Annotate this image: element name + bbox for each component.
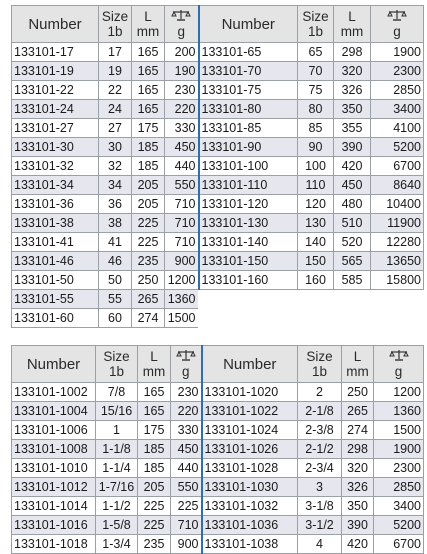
cell-length: 165 [132,43,165,62]
cell-length: 265 [132,290,165,309]
cell-length: 274 [342,421,374,440]
cell-weight: 200 [165,43,199,62]
cell-length: 175 [132,119,165,138]
header-number: Number [199,6,298,43]
cell-weight: 15800 [371,271,424,290]
empty-cell [334,309,371,328]
cell-number: 133101-1016 [12,516,96,535]
cell-length: 225 [132,233,165,252]
cell-length: 165 [138,402,171,421]
table-row [12,290,424,309]
header-size: Size 1b [99,6,132,43]
cell-weight: 900 [165,252,199,271]
cell-length: 265 [342,402,374,421]
cell-number: 133101-1014 [12,497,96,516]
cell-number: 133101-1028 [202,459,298,478]
table-row [12,478,424,497]
cell-size: 2-1/8 [298,402,342,421]
cell-weight: 1500 [374,421,424,440]
cell-size: 100 [298,157,334,176]
cell-number: 133101-85 [199,119,298,138]
cell-weight: 2300 [371,62,424,81]
table-row [12,157,424,176]
cell-weight: 225 [171,497,202,516]
cell-number: 133101-34 [12,176,99,195]
cell-number: 133101-80 [199,100,298,119]
cell-length: 185 [132,138,165,157]
cell-number: 133101-32 [12,157,99,176]
cell-number: 133101-1002 [12,383,96,402]
cell-length: 298 [334,43,371,62]
cell-number: 133101-46 [12,252,99,271]
cell-weight: 450 [165,138,199,157]
cell-weight: 1200 [165,271,199,290]
cell-number: 133101-17 [12,43,99,62]
cell-weight: 6700 [371,157,424,176]
cell-number: 133101-110 [199,176,298,195]
cell-number: 133101-90 [199,138,298,157]
cell-number: 133101-1004 [12,402,96,421]
cell-number: 133101-24 [12,100,99,119]
cell-size: 1-1/4 [96,459,138,478]
cell-weight: 3400 [371,100,424,119]
empty-cell [298,290,334,309]
cell-weight: 450 [171,440,202,459]
cell-number: 133101-1036 [202,516,298,535]
cell-number: 133101-55 [12,290,99,309]
cell-size: 60 [99,309,132,328]
cell-size: 15/16 [96,402,138,421]
cell-size: 36 [99,195,132,214]
cell-weight: 900 [171,535,202,554]
cell-size: 32 [99,157,132,176]
cell-length: 165 [132,62,165,81]
empty-cell [199,290,298,309]
cell-weight: 1200 [374,383,424,402]
cell-size: 1 [96,421,138,440]
cell-number: 133101-50 [12,271,99,290]
cell-weight: 1360 [374,402,424,421]
cell-weight: 220 [165,100,199,119]
header-number: Number [12,6,99,43]
empty-cell [371,290,424,309]
spec-table-1 [11,5,424,328]
cell-size: 90 [298,138,334,157]
cell-size: 4 [298,535,342,554]
cell-size: 80 [298,100,334,119]
header-size: Size 1b [96,346,138,383]
cell-number: 133101-1022 [202,402,298,421]
table-row [12,516,424,535]
cell-number: 133101-30 [12,138,99,157]
cell-size: 130 [298,214,334,233]
cell-weight: 1500 [165,309,199,328]
cell-size: 7/8 [96,383,138,402]
table-row [12,440,424,459]
cell-size: 41 [99,233,132,252]
cell-number: 133101-75 [199,81,298,100]
cell-weight: 710 [165,214,199,233]
cell-length: 355 [334,119,371,138]
cell-number: 133101-130 [199,214,298,233]
cell-size: 110 [298,176,334,195]
cell-number: 133101-38 [12,214,99,233]
cell-number: 133101-70 [199,62,298,81]
balance-scale-icon [176,349,196,364]
cell-size: 50 [99,271,132,290]
cell-number: 133101-1020 [202,383,298,402]
cell-weight: 330 [165,119,199,138]
cell-length: 250 [132,271,165,290]
cell-length: 320 [334,62,371,81]
header-length: L mm [132,6,165,43]
cell-size: 3-1/8 [298,497,342,516]
cell-weight: 5200 [374,516,424,535]
table-row [12,459,424,478]
cell-size: 75 [298,81,334,100]
cell-number: 133101-1010 [12,459,96,478]
cell-length: 450 [334,176,371,195]
cell-number: 133101-120 [199,195,298,214]
cell-length: 225 [138,516,171,535]
cell-size: 30 [99,138,132,157]
header-size: Size 1b [298,6,334,43]
cell-number: 133101-1038 [202,535,298,554]
cell-length: 165 [132,81,165,100]
empty-cell [334,290,371,309]
cell-size: 70 [298,62,334,81]
cell-number: 133101-1018 [12,535,96,554]
cell-weight: 5200 [371,138,424,157]
cell-length: 235 [132,252,165,271]
empty-cell [199,309,298,328]
cell-number: 133101-1032 [202,497,298,516]
cell-size: 150 [298,252,334,271]
cell-length: 420 [342,535,374,554]
cell-number: 133101-1026 [202,440,298,459]
cell-number: 133101-100 [199,157,298,176]
cell-length: 165 [132,100,165,119]
cell-weight: 440 [171,459,202,478]
cell-size: 120 [298,195,334,214]
cell-size: 1-3/4 [96,535,138,554]
cell-size: 24 [99,100,132,119]
cell-number: 133101-1008 [12,440,96,459]
cell-size: 65 [298,43,334,62]
cell-length: 390 [334,138,371,157]
table-row [12,233,424,252]
cell-length: 585 [334,271,371,290]
cell-number: 133101-150 [199,252,298,271]
header-weight: g [374,346,424,383]
table-row [12,271,424,290]
table-row [12,119,424,138]
cell-length: 225 [138,497,171,516]
cell-number: 133101-160 [199,271,298,290]
table-row [12,81,424,100]
cell-weight: 8640 [371,176,424,195]
cell-length: 225 [132,214,165,233]
cell-weight: 2850 [371,81,424,100]
empty-cell [371,309,424,328]
cell-length: 510 [334,214,371,233]
cell-length: 326 [334,81,371,100]
table-row [12,421,424,440]
cell-weight: 710 [165,195,199,214]
cell-size: 19 [99,62,132,81]
cell-weight: 230 [171,383,202,402]
table-row [12,252,424,271]
cell-length: 480 [334,195,371,214]
header-length: L mm [334,6,371,43]
balance-scale-icon [171,9,191,24]
cell-number: 133101-1024 [202,421,298,440]
cell-number: 133101-1012 [12,478,96,497]
cell-length: 565 [334,252,371,271]
header-number: Number [12,346,96,383]
header-weight: g [165,6,199,43]
cell-length: 185 [138,459,171,478]
table-row [12,309,424,328]
header-number: Number [202,346,298,383]
cell-weight: 6700 [374,535,424,554]
empty-cell [298,309,334,328]
cell-size: 27 [99,119,132,138]
cell-length: 326 [342,478,374,497]
cell-number: 133101-19 [12,62,99,81]
cell-size: 17 [99,43,132,62]
cell-length: 205 [132,195,165,214]
cell-length: 205 [138,478,171,497]
cell-weight: 550 [171,478,202,497]
cell-number: 133101-65 [199,43,298,62]
cell-weight: 4100 [371,119,424,138]
cell-size: 2-3/4 [298,459,342,478]
cell-weight: 1900 [374,440,424,459]
cell-weight: 440 [165,157,199,176]
cell-length: 520 [334,233,371,252]
cell-size: 85 [298,119,334,138]
cell-weight: 1900 [371,43,424,62]
cell-weight: 10400 [371,195,424,214]
cell-size: 1-1/8 [96,440,138,459]
table-row [12,62,424,81]
header-length: L mm [138,346,171,383]
cell-size: 34 [99,176,132,195]
cell-length: 298 [342,440,374,459]
cell-number: 133101-41 [12,233,99,252]
cell-length: 274 [132,309,165,328]
cell-weight: 190 [165,62,199,81]
cell-weight: 12280 [371,233,424,252]
cell-size: 55 [99,290,132,309]
cell-number: 133101-140 [199,233,298,252]
header-size: Size 1b [298,346,342,383]
cell-length: 205 [132,176,165,195]
cell-length: 350 [334,100,371,119]
table-row [12,43,424,62]
cell-size: 3 [298,478,342,497]
cell-size: 2-3/8 [298,421,342,440]
header-weight: g [171,346,202,383]
cell-length: 185 [138,440,171,459]
cell-length: 250 [342,383,374,402]
cell-number: 133101-1030 [202,478,298,497]
cell-size: 160 [298,271,334,290]
table-row [12,402,424,421]
cell-size: 140 [298,233,334,252]
cell-weight: 550 [165,176,199,195]
cell-number: 133101-1006 [12,421,96,440]
cell-size: 1-7/16 [96,478,138,497]
cell-weight: 2300 [374,459,424,478]
cell-size: 3-1/2 [298,516,342,535]
cell-size: 46 [99,252,132,271]
table-row [12,535,424,554]
cell-length: 320 [342,459,374,478]
spec-table-2 [11,345,424,554]
table-row [12,497,424,516]
cell-weight: 3400 [374,497,424,516]
cell-weight: 11900 [371,214,424,233]
cell-length: 235 [138,535,171,554]
table-row [12,176,424,195]
cell-number: 133101-22 [12,81,99,100]
cell-length: 165 [138,383,171,402]
table-row [12,195,424,214]
table-row [12,214,424,233]
cell-length: 175 [138,421,171,440]
cell-weight: 710 [171,516,202,535]
cell-weight: 1360 [165,290,199,309]
cell-weight: 220 [171,402,202,421]
cell-size: 2 [298,383,342,402]
cell-length: 420 [334,157,371,176]
table-row [12,138,424,157]
cell-size: 38 [99,214,132,233]
cell-weight: 230 [165,81,199,100]
cell-length: 390 [342,516,374,535]
cell-size: 1-5/8 [96,516,138,535]
cell-size: 22 [99,81,132,100]
cell-number: 133101-27 [12,119,99,138]
header-length: L mm [342,346,374,383]
cell-number: 133101-60 [12,309,99,328]
cell-weight: 2850 [374,478,424,497]
cell-size: 1-1/2 [96,497,138,516]
cell-size: 2-1/2 [298,440,342,459]
balance-scale-icon [387,9,407,24]
cell-number: 133101-36 [12,195,99,214]
table-row [12,383,424,402]
cell-length: 350 [342,497,374,516]
balance-scale-icon [389,349,409,364]
header-weight: g [371,6,424,43]
cell-weight: 13650 [371,252,424,271]
table-row [12,100,424,119]
cell-length: 185 [132,157,165,176]
cell-weight: 330 [171,421,202,440]
cell-weight: 710 [165,233,199,252]
